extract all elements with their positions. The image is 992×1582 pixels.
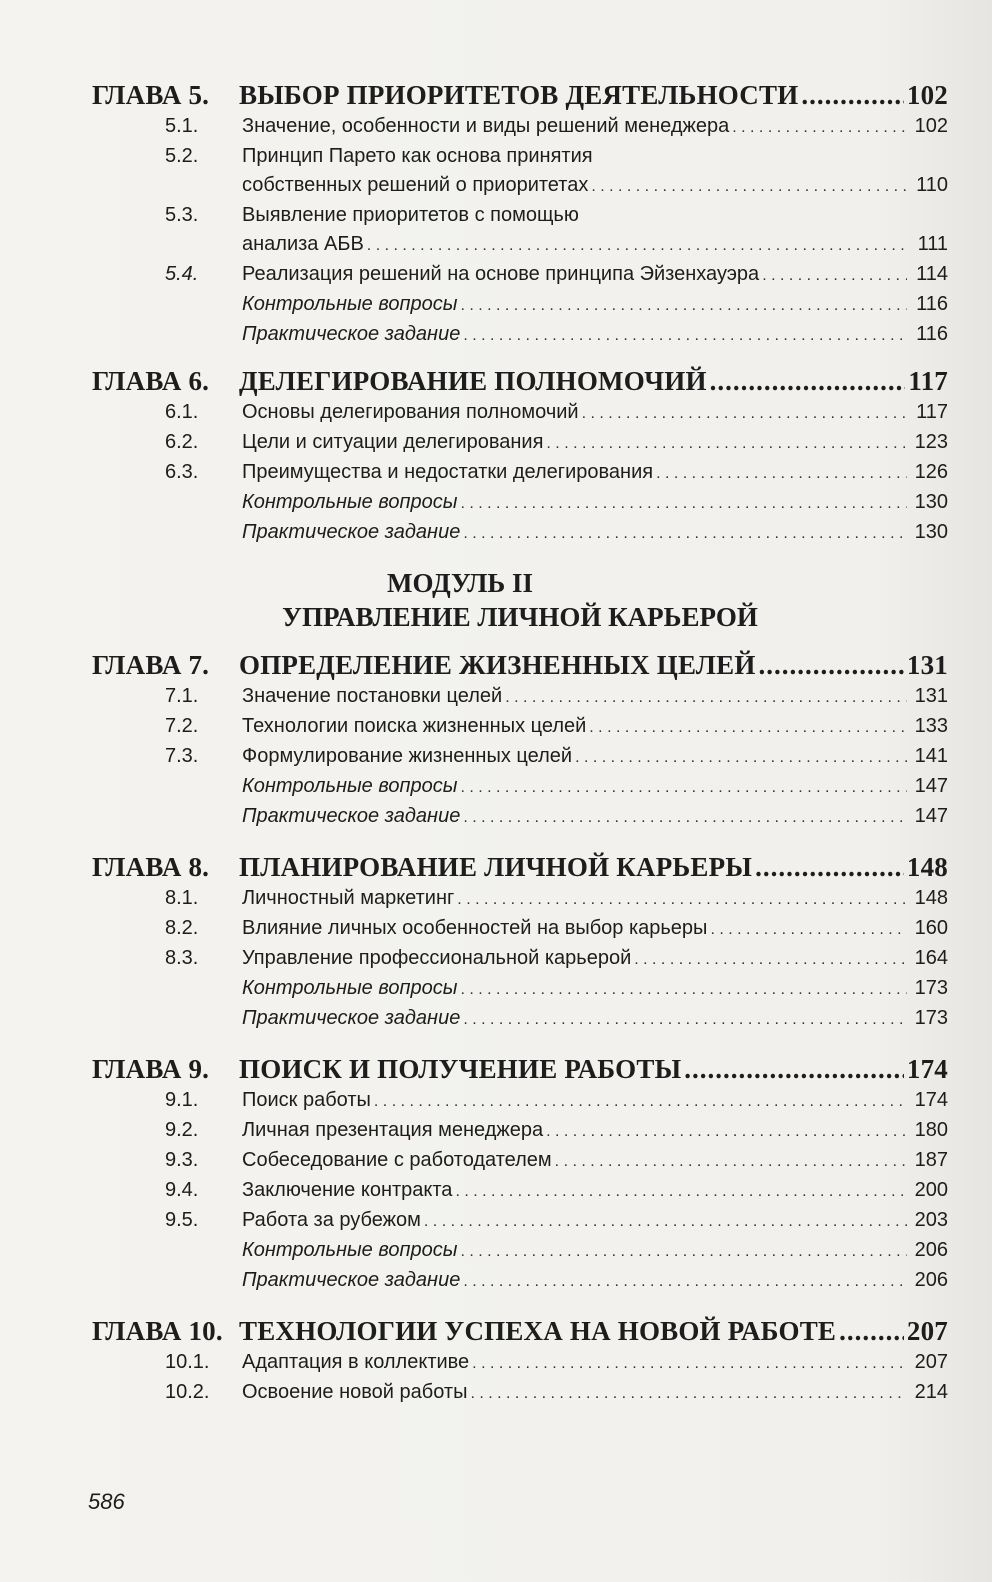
toc-entry-6-3: [92, 458, 948, 488]
chapter-heading-5: [92, 78, 948, 112]
section-title: Цели и ситуации делегирования: [242, 431, 544, 453]
section-title: Технологии поиска жизненных целей: [242, 715, 587, 737]
dot-leader: [710, 364, 906, 398]
section-page: 200: [914, 1179, 948, 1201]
section-title: Поиск работы: [242, 1089, 371, 1111]
dot-leader: [505, 683, 907, 712]
section-number: 5.1.: [165, 115, 199, 137]
chapter-heading-9: [92, 1052, 948, 1086]
section-number: 9.5.: [165, 1209, 199, 1231]
dot-leader: [463, 519, 907, 548]
section-title: Заключение контракта: [242, 1179, 453, 1201]
section-page: 126: [914, 461, 948, 483]
dot-leader: [575, 743, 907, 772]
section-title: Влияние личных особенностей на выбор карьеры: [242, 917, 708, 939]
toc-entry-practical-task: [92, 802, 948, 832]
section-title: Собеседование с работодателем: [242, 1149, 552, 1171]
section-page: 160: [914, 917, 948, 939]
section-title: Преимущества и недостатки делегирования: [242, 461, 654, 483]
section-number: 10.1.: [165, 1351, 210, 1373]
section-number: 10.2.: [165, 1381, 210, 1403]
toc-entry-5-4: [92, 260, 948, 290]
section-page: 187: [914, 1149, 948, 1171]
toc-entry-review-questions: [92, 488, 948, 518]
dot-leader: [470, 1379, 907, 1408]
toc-entry-7-2: [92, 712, 948, 742]
toc-entry-10-2: [92, 1378, 948, 1408]
chapter-title: ТЕХНОЛОГИИ УСПЕХА НА НОВОЙ РАБОТЕ: [239, 1316, 837, 1346]
toc-entry-8-2: [92, 914, 948, 944]
toc-entry-9-1: [92, 1086, 948, 1116]
chapter-label: ГЛАВА 7.: [92, 650, 210, 680]
toc-entry-review-questions: [92, 1236, 948, 1266]
section-title: Контрольные вопросы: [242, 1239, 458, 1261]
section-title: Принцип Парето как основа принятия: [242, 145, 593, 167]
section-number: 5.2.: [165, 145, 199, 167]
dot-leader: [472, 1349, 907, 1378]
toc-entry-5-3-cont: [92, 230, 948, 260]
chapter-label: ГЛАВА 5.: [92, 80, 210, 110]
section-number: 6.3.: [165, 461, 199, 483]
section-page: 203: [914, 1209, 948, 1231]
section-number: 9.2.: [165, 1119, 199, 1141]
section-page: 164: [914, 947, 948, 969]
toc-entry-5-2: [92, 142, 948, 171]
section-page: 147: [914, 775, 948, 797]
dot-leader: [582, 399, 907, 428]
dot-leader: [546, 1117, 907, 1146]
toc-entry-8-1: [92, 884, 948, 914]
section-page: 141: [914, 745, 948, 767]
dot-leader: [463, 803, 907, 832]
section-title: Личностный маркетинг: [242, 887, 455, 909]
section-number: 7.2.: [165, 715, 199, 737]
chapter-label: ГЛАВА 6.: [92, 366, 210, 396]
chapter-page: 131: [906, 650, 948, 680]
dot-leader: [463, 1267, 907, 1296]
section-title: Освоение новой работы: [242, 1381, 468, 1403]
section-title: Контрольные вопросы: [242, 977, 458, 999]
toc-entry-review-questions: [92, 290, 948, 320]
dot-leader: [684, 1052, 904, 1086]
section-page: 148: [914, 887, 948, 909]
toc-entry-review-questions: [92, 772, 948, 802]
chapter-label: ГЛАВА 9.: [92, 1054, 210, 1084]
section-title-continued: анализа АБВ: [242, 233, 364, 255]
dot-leader: [424, 1207, 907, 1236]
section-page: 180: [914, 1119, 948, 1141]
section-title: Практическое задание: [242, 805, 461, 827]
dot-leader: [460, 975, 907, 1004]
section-page: 116: [916, 323, 948, 345]
dot-leader: [367, 231, 907, 260]
chapter-title: ДЕЛЕГИРОВАНИЕ ПОЛНОМОЧИЙ: [239, 366, 707, 396]
chapter-label: ГЛАВА 10.: [92, 1316, 223, 1346]
toc-entry-9-3: [92, 1146, 948, 1176]
section-page: 207: [914, 1351, 948, 1373]
section-number: 9.1.: [165, 1089, 199, 1111]
chapter-page: 117: [908, 366, 948, 396]
dot-leader: [839, 1314, 904, 1348]
section-title: Выявление приоритетов с помощью: [242, 204, 579, 226]
section-title: Формулирование жизненных целей: [242, 745, 573, 767]
dot-leader: [656, 459, 907, 488]
section-page: 130: [914, 521, 948, 543]
dot-leader: [634, 945, 907, 974]
toc-entry-7-1: [92, 682, 948, 712]
section-page: 173: [914, 1007, 948, 1029]
dot-leader: [589, 713, 907, 742]
dot-leader: [801, 78, 903, 112]
section-number: 5.3.: [165, 204, 199, 226]
section-number: 5.4.: [165, 263, 199, 285]
chapter-label: ГЛАВА 8.: [92, 852, 210, 882]
section-title: Практическое задание: [242, 323, 461, 345]
section-number: 9.3.: [165, 1149, 199, 1171]
toc-entry-8-3: [92, 944, 948, 974]
chapter-page: 174: [906, 1054, 948, 1084]
chapter-heading-10: [92, 1314, 948, 1348]
chapter-page: 148: [906, 852, 948, 882]
chapter-heading-8: [92, 850, 948, 884]
chapter-title: ВЫБОР ПРИОРИТЕТОВ ДЕЯТЕЛЬНОСТИ: [239, 80, 799, 110]
dot-leader: [759, 648, 904, 682]
section-title: Адаптация в коллективе: [242, 1351, 470, 1373]
toc-entry-practical-task: [92, 1004, 948, 1034]
section-page: 214: [914, 1381, 948, 1403]
chapter-heading-6: [92, 364, 948, 398]
section-title: Практическое задание: [242, 521, 461, 543]
section-number: 7.1.: [165, 685, 199, 707]
section-page: 111: [917, 233, 948, 255]
toc-entry-6-1: [92, 398, 948, 428]
toc-entry-5-2-cont: [92, 171, 948, 201]
section-title: Управление профессиональной карьерой: [242, 947, 632, 969]
section-number: 9.4.: [165, 1179, 199, 1201]
section-title: Основы делегирования полномочий: [242, 401, 579, 423]
dot-leader: [374, 1087, 907, 1116]
section-page: 102: [914, 115, 948, 137]
section-title: Контрольные вопросы: [242, 775, 458, 797]
section-number: 6.2.: [165, 431, 199, 453]
chapter-heading-7: [92, 648, 948, 682]
section-page: 174: [914, 1089, 948, 1111]
page-number: 586: [88, 1489, 125, 1514]
dot-leader: [591, 172, 907, 201]
toc-entry-practical-task: [92, 518, 948, 548]
table-of-contents: [92, 78, 948, 1408]
toc-entry-practical-task: [92, 1266, 948, 1296]
section-page: 130: [914, 491, 948, 513]
module-title: УПРАВЛЕНИЕ ЛИЧНОЙ КАРЬЕРОЙ: [282, 602, 758, 632]
dot-leader: [546, 429, 907, 458]
toc-entry-practical-task: [92, 320, 948, 350]
section-page: 131: [914, 685, 948, 707]
dot-leader: [762, 261, 907, 290]
dot-leader: [460, 489, 907, 518]
dot-leader: [463, 321, 907, 350]
chapter-title: ПОИСК И ПОЛУЧЕНИЕ РАБОТЫ: [239, 1054, 682, 1084]
dot-leader: [555, 1147, 907, 1176]
toc-entry-5-1: [92, 112, 948, 142]
toc-entry-6-2: [92, 428, 948, 458]
module-heading: [92, 566, 948, 634]
section-title: Реализация решений на основе принципа Эйзенхауэра: [242, 263, 760, 285]
toc-entry-10-1: [92, 1348, 948, 1378]
section-title: Контрольные вопросы: [242, 491, 458, 513]
section-page: 117: [916, 401, 948, 423]
section-number: 8.3.: [165, 947, 199, 969]
toc-entry-5-3: [92, 201, 948, 230]
dot-leader: [463, 1005, 907, 1034]
section-number: 8.1.: [165, 887, 199, 909]
section-title: Личная презентация менеджера: [242, 1119, 544, 1141]
section-page: 206: [914, 1239, 948, 1261]
section-page: 110: [916, 174, 948, 196]
section-number: 7.3.: [165, 745, 199, 767]
section-title: Практическое задание: [242, 1007, 461, 1029]
toc-entry-review-questions: [92, 974, 948, 1004]
dot-leader: [460, 773, 907, 802]
chapter-title: ОПРЕДЕЛЕНИЕ ЖИЗНЕННЫХ ЦЕЛЕЙ: [239, 650, 756, 680]
module-number: МОДУЛЬ II: [386, 568, 534, 598]
toc-entry-9-5: [92, 1206, 948, 1236]
section-page: 173: [914, 977, 948, 999]
section-title: Практическое задание: [242, 1269, 461, 1291]
section-number: 8.2.: [165, 917, 199, 939]
toc-entry-9-4: [92, 1176, 948, 1206]
section-title-continued: собственных решений о приоритетах: [242, 174, 589, 196]
dot-leader: [460, 291, 907, 320]
dot-leader: [457, 885, 907, 914]
dot-leader: [710, 915, 907, 944]
dot-leader: [460, 1237, 907, 1266]
chapter-page: 207: [906, 1316, 948, 1346]
section-page: 123: [914, 431, 948, 453]
section-title: Работа за рубежом: [242, 1209, 421, 1231]
dot-leader: [455, 1177, 907, 1206]
section-page: 114: [916, 263, 948, 285]
section-page: 116: [916, 293, 948, 315]
section-page: 147: [914, 805, 948, 827]
toc-entry-9-2: [92, 1116, 948, 1146]
section-page: 133: [914, 715, 948, 737]
dot-leader: [755, 850, 904, 884]
chapter-title: ПЛАНИРОВАНИЕ ЛИЧНОЙ КАРЬЕРЫ: [239, 852, 753, 882]
dot-leader: [732, 113, 907, 142]
section-page: 206: [914, 1269, 948, 1291]
section-number: 6.1.: [165, 401, 199, 423]
section-title: Контрольные вопросы: [242, 293, 458, 315]
section-title: Значение постановки целей: [242, 685, 503, 707]
toc-entry-7-3: [92, 742, 948, 772]
chapter-page: 102: [906, 80, 948, 110]
section-title: Значение, особенности и виды решений менеджера: [242, 115, 730, 137]
